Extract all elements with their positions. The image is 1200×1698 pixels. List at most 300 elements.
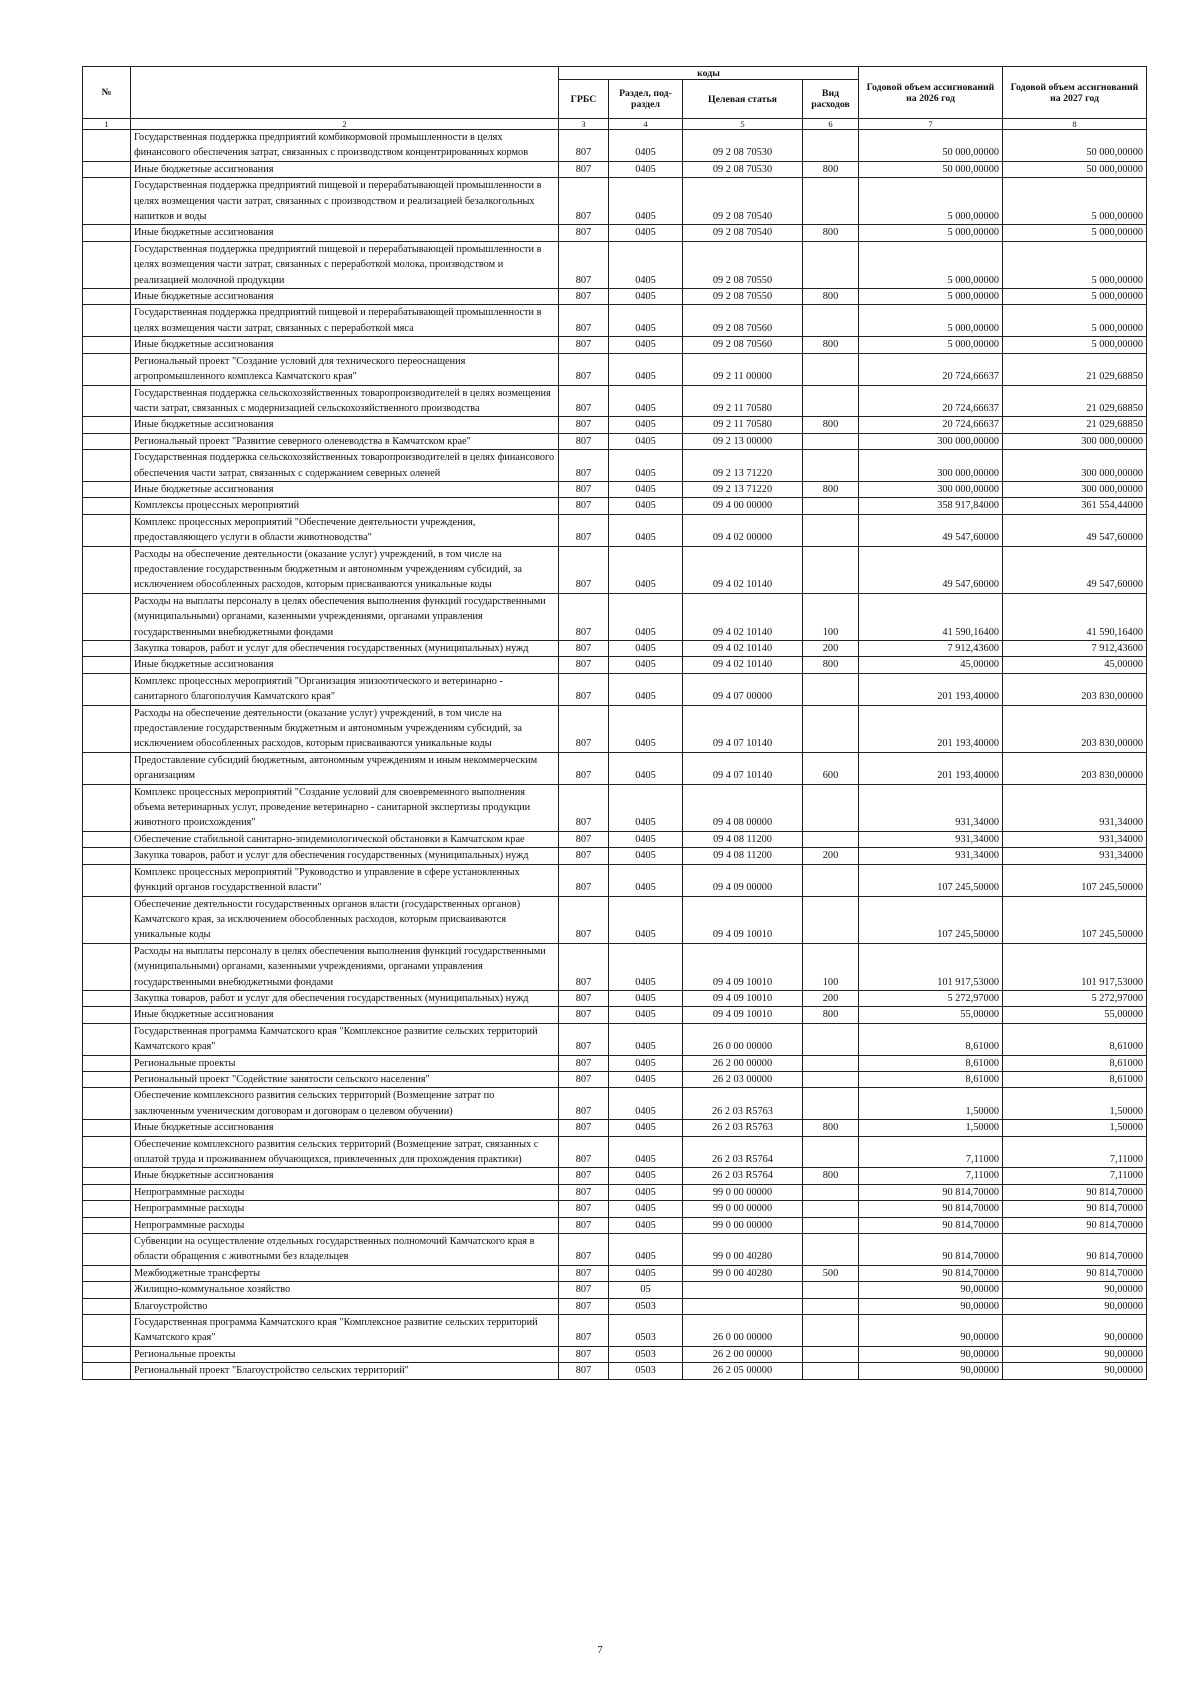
row-grbs: 807: [559, 657, 609, 673]
table-row: [83, 1282, 1147, 1298]
row-expense-type: [803, 1055, 859, 1071]
row-razdel: 0503: [609, 1346, 683, 1362]
row-name: Непрограммные расходы: [131, 1184, 559, 1200]
row-amount-2026: 300 000,00000: [859, 481, 1003, 497]
row-target-article: 26 0 00 00000: [683, 1315, 803, 1347]
row-razdel: 0405: [609, 417, 683, 433]
row-amount-2027: 107 245,50000: [1003, 864, 1147, 896]
row-razdel: 0405: [609, 241, 683, 288]
row-expense-type: 600: [803, 752, 859, 784]
row-target-article: 09 4 07 10140: [683, 705, 803, 752]
row-expense-type: 800: [803, 225, 859, 241]
row-amount-2027: 90 814,70000: [1003, 1234, 1147, 1266]
column-number: 3: [559, 119, 609, 130]
table-row: [83, 1201, 1147, 1217]
table-row: [83, 673, 1147, 705]
row-num: [83, 831, 131, 847]
row-amount-2026: 90 814,70000: [859, 1184, 1003, 1200]
row-expense-type: 200: [803, 641, 859, 657]
row-name: Непрограммные расходы: [131, 1217, 559, 1233]
row-razdel: 0405: [609, 752, 683, 784]
row-expense-type: [803, 1346, 859, 1362]
row-amount-2027: 361 554,44000: [1003, 498, 1147, 514]
row-num: [83, 705, 131, 752]
row-grbs: 807: [559, 1023, 609, 1055]
row-target-article: 09 2 08 70540: [683, 178, 803, 225]
row-target-article: 26 0 00 00000: [683, 1023, 803, 1055]
row-expense-type: [803, 1315, 859, 1347]
row-expense-type: 800: [803, 657, 859, 673]
row-amount-2026: 90,00000: [859, 1282, 1003, 1298]
row-name: Комплекс процессных мероприятий "Обеспечение деятельности учреждения, предоставляющего услуги в области животноводства": [131, 514, 559, 546]
row-grbs: 807: [559, 848, 609, 864]
row-grbs: 807: [559, 1120, 609, 1136]
row-grbs: 807: [559, 1184, 609, 1200]
row-name: Государственная программа Камчатского края "Комплексное развитие сельских территорий Камчатского края": [131, 1315, 559, 1347]
row-amount-2026: 41 590,16400: [859, 593, 1003, 640]
row-num: [83, 241, 131, 288]
table-row: [83, 943, 1147, 990]
row-target-article: 09 2 13 00000: [683, 433, 803, 449]
row-amount-2027: 1,50000: [1003, 1088, 1147, 1120]
table-row: [83, 305, 1147, 337]
row-razdel: 0405: [609, 385, 683, 417]
row-expense-type: 800: [803, 1120, 859, 1136]
row-target-article: 09 4 09 10010: [683, 1007, 803, 1023]
row-razdel: 0405: [609, 498, 683, 514]
header-2027: Годовой объем ассигнований на 2027 год: [1003, 67, 1147, 119]
row-target-article: 26 2 03 R5763: [683, 1088, 803, 1120]
page-number: 7: [597, 1644, 603, 1656]
row-num: [83, 1184, 131, 1200]
row-target-article: 09 4 02 10140: [683, 657, 803, 673]
row-razdel: 0405: [609, 705, 683, 752]
row-name: Государственная поддержка предприятий комбикормовой промышленности в целях финансового обеспечения затрат, связанных с производством концентрированных кормов: [131, 130, 559, 162]
row-amount-2027: 5 000,00000: [1003, 225, 1147, 241]
table-body: [83, 130, 1147, 1380]
row-target-article: [683, 1282, 803, 1298]
row-expense-type: 800: [803, 1168, 859, 1184]
row-amount-2027: 5 000,00000: [1003, 305, 1147, 337]
row-razdel: 0405: [609, 848, 683, 864]
row-amount-2027: 41 590,16400: [1003, 593, 1147, 640]
row-amount-2026: 7 912,43600: [859, 641, 1003, 657]
row-razdel: 0405: [609, 864, 683, 896]
row-amount-2027: 101 917,53000: [1003, 943, 1147, 990]
table-row: [83, 1184, 1147, 1200]
row-razdel: 0405: [609, 943, 683, 990]
row-expense-type: [803, 1023, 859, 1055]
row-num: [83, 673, 131, 705]
row-num: [83, 752, 131, 784]
table-row: [83, 385, 1147, 417]
row-amount-2027: 1,50000: [1003, 1120, 1147, 1136]
row-amount-2026: 5 272,97000: [859, 990, 1003, 1006]
row-razdel: 0503: [609, 1315, 683, 1347]
row-razdel: 0405: [609, 1088, 683, 1120]
row-amount-2026: 300 000,00000: [859, 450, 1003, 482]
row-name: Обеспечение деятельности государственных органов власти (государственных органов) Камчатского края, за исключением обособленных расходов, которым присваиваются уникальные коды: [131, 896, 559, 943]
row-grbs: 807: [559, 1315, 609, 1347]
row-expense-type: [803, 305, 859, 337]
row-razdel: 0405: [609, 1023, 683, 1055]
row-target-article: 09 4 08 11200: [683, 831, 803, 847]
row-razdel: 0405: [609, 1120, 683, 1136]
row-name: Региональный проект "Благоустройство сельских территорий": [131, 1363, 559, 1379]
row-amount-2027: 7,11000: [1003, 1168, 1147, 1184]
row-num: [83, 450, 131, 482]
row-name: Предоставление субсидий бюджетным, автономным учреждениям и иным некоммерческим организациям: [131, 752, 559, 784]
row-target-article: 26 2 03 R5763: [683, 1120, 803, 1136]
row-target-article: 09 4 08 11200: [683, 848, 803, 864]
row-amount-2026: 50 000,00000: [859, 161, 1003, 177]
row-amount-2027: 107 245,50000: [1003, 896, 1147, 943]
row-grbs: 807: [559, 305, 609, 337]
row-amount-2026: 1,50000: [859, 1088, 1003, 1120]
table-row: [83, 130, 1147, 162]
row-amount-2026: 931,34000: [859, 784, 1003, 831]
row-razdel: 0405: [609, 641, 683, 657]
row-razdel: 0405: [609, 514, 683, 546]
row-name: Государственная поддержка предприятий пищевой и перерабатывающей промышленности в целях возмещения части затрат, связанных с переработкой молока, производством и реализацией молочной продукции: [131, 241, 559, 288]
row-grbs: 807: [559, 1298, 609, 1314]
row-razdel: 0405: [609, 673, 683, 705]
row-amount-2026: 90,00000: [859, 1298, 1003, 1314]
row-target-article: 09 4 02 10140: [683, 641, 803, 657]
row-razdel: 0405: [609, 305, 683, 337]
row-grbs: 807: [559, 481, 609, 497]
row-razdel: 0405: [609, 657, 683, 673]
column-number: 5: [683, 119, 803, 130]
row-grbs: 807: [559, 337, 609, 353]
row-amount-2026: 358 917,84000: [859, 498, 1003, 514]
row-expense-type: [803, 1363, 859, 1379]
row-expense-type: 800: [803, 337, 859, 353]
row-name: Обеспечение стабильной санитарно-эпидемиологической обстановки в Камчатском крае: [131, 831, 559, 847]
row-amount-2027: 90 814,70000: [1003, 1184, 1147, 1200]
row-amount-2026: 5 000,00000: [859, 225, 1003, 241]
table-row: [83, 433, 1147, 449]
row-expense-type: 800: [803, 481, 859, 497]
row-num: [83, 848, 131, 864]
row-target-article: 09 2 08 70560: [683, 337, 803, 353]
row-num: [83, 1217, 131, 1233]
row-name: Расходы на выплаты персоналу в целях обеспечения выполнения функций государственными (муниципальными) органами, казенными учреждениями, органами управления государственными внебюджетными фондами: [131, 593, 559, 640]
row-target-article: 09 4 02 10140: [683, 593, 803, 640]
row-amount-2027: 50 000,00000: [1003, 161, 1147, 177]
row-grbs: 807: [559, 1282, 609, 1298]
row-amount-2026: 49 547,60000: [859, 546, 1003, 593]
row-amount-2026: 90 814,70000: [859, 1217, 1003, 1233]
row-name: Иные бюджетные ассигнования: [131, 417, 559, 433]
row-name: Иные бюджетные ассигнования: [131, 1168, 559, 1184]
row-name: Закупка товаров, работ и услуг для обеспечения государственных (муниципальных) нужд: [131, 990, 559, 1006]
column-number: 4: [609, 119, 683, 130]
row-grbs: 807: [559, 1055, 609, 1071]
row-razdel: 0405: [609, 831, 683, 847]
row-amount-2026: 931,34000: [859, 848, 1003, 864]
table-row: [83, 1136, 1147, 1168]
table-row: [83, 498, 1147, 514]
row-name: Благоустройство: [131, 1298, 559, 1314]
table-row: [83, 593, 1147, 640]
row-num: [83, 1201, 131, 1217]
row-grbs: 807: [559, 705, 609, 752]
row-num: [83, 433, 131, 449]
row-razdel: 0405: [609, 289, 683, 305]
row-amount-2027: 300 000,00000: [1003, 433, 1147, 449]
row-expense-type: 100: [803, 593, 859, 640]
row-grbs: 807: [559, 353, 609, 385]
row-expense-type: 200: [803, 990, 859, 1006]
table-row: [83, 161, 1147, 177]
table-row: [83, 241, 1147, 288]
row-razdel: 0405: [609, 1136, 683, 1168]
row-num: [83, 1055, 131, 1071]
row-amount-2026: 50 000,00000: [859, 130, 1003, 162]
row-grbs: 807: [559, 225, 609, 241]
row-target-article: 09 2 08 70550: [683, 289, 803, 305]
row-target-article: 09 2 13 71220: [683, 481, 803, 497]
row-amount-2026: 8,61000: [859, 1071, 1003, 1087]
row-amount-2027: 21 029,68850: [1003, 417, 1147, 433]
row-razdel: 0405: [609, 1055, 683, 1071]
row-grbs: 807: [559, 417, 609, 433]
budget-sheet: [82, 66, 1146, 1380]
row-grbs: 807: [559, 433, 609, 449]
row-name: Иные бюджетные ассигнования: [131, 337, 559, 353]
row-num: [83, 1315, 131, 1347]
table-row: [83, 1120, 1147, 1136]
row-target-article: 09 4 02 00000: [683, 514, 803, 546]
row-expense-type: [803, 1184, 859, 1200]
table-row: [83, 450, 1147, 482]
row-amount-2027: 50 000,00000: [1003, 130, 1147, 162]
row-num: [83, 353, 131, 385]
row-amount-2027: 90 814,70000: [1003, 1201, 1147, 1217]
row-amount-2027: 5 000,00000: [1003, 337, 1147, 353]
row-target-article: 09 2 11 00000: [683, 353, 803, 385]
row-razdel: 0405: [609, 433, 683, 449]
row-grbs: 807: [559, 896, 609, 943]
table-row: [83, 178, 1147, 225]
row-grbs: 807: [559, 943, 609, 990]
row-name: Расходы на обеспечение деятельности (оказание услуг) учреждений, в том числе на предоставление государственным бюджетным и автономным учреждениям субсидий, за исключением обособленных расходов, которым присваиваются уникальные коды: [131, 705, 559, 752]
row-grbs: 807: [559, 178, 609, 225]
row-razdel: 0405: [609, 1007, 683, 1023]
row-amount-2027: 8,61000: [1003, 1023, 1147, 1055]
row-amount-2026: 7,11000: [859, 1136, 1003, 1168]
row-name: Обеспечение комплексного развития сельских территорий (Возмещение затрат по заключенным ученическим договорам и договорам о целевом обучении): [131, 1088, 559, 1120]
budget-table: [82, 66, 1147, 1380]
row-grbs: 807: [559, 784, 609, 831]
row-grbs: 807: [559, 546, 609, 593]
row-name: Иные бюджетные ассигнования: [131, 1120, 559, 1136]
table-row: [83, 705, 1147, 752]
table-row: [83, 1363, 1147, 1379]
table-row: [83, 546, 1147, 593]
table-row: [83, 514, 1147, 546]
row-target-article: 09 4 02 10140: [683, 546, 803, 593]
table-row: [83, 289, 1147, 305]
row-target-article: [683, 1298, 803, 1314]
row-name: Государственная поддержка сельскохозяйственных товаропроизводителей в целях возмещения части затрат, связанных с модернизацией сельскохозяйственного производства: [131, 385, 559, 417]
row-expense-type: 200: [803, 848, 859, 864]
row-name: Иные бюджетные ассигнования: [131, 161, 559, 177]
row-expense-type: [803, 1217, 859, 1233]
row-name: Комплекс процессных мероприятий "Организация эпизоотического и ветеринарно - санитарного благополучия Камчатского края": [131, 673, 559, 705]
row-razdel: 0405: [609, 450, 683, 482]
row-amount-2027: 90,00000: [1003, 1282, 1147, 1298]
row-grbs: 807: [559, 641, 609, 657]
header-codes: коды: [559, 67, 859, 80]
row-name: Государственная поддержка предприятий пищевой и перерабатывающей промышленности в целях возмещения части затрат, связанных с переработкой мяса: [131, 305, 559, 337]
row-amount-2027: 90,00000: [1003, 1315, 1147, 1347]
row-grbs: 807: [559, 241, 609, 288]
row-target-article: 09 2 08 70530: [683, 130, 803, 162]
row-amount-2026: 5 000,00000: [859, 337, 1003, 353]
row-num: [83, 641, 131, 657]
row-target-article: 26 2 00 00000: [683, 1346, 803, 1362]
row-amount-2027: 5 000,00000: [1003, 289, 1147, 305]
row-num: [83, 1298, 131, 1314]
row-grbs: 807: [559, 130, 609, 162]
row-target-article: 99 0 00 00000: [683, 1217, 803, 1233]
row-name: Региональные проекты: [131, 1346, 559, 1362]
row-razdel: 0405: [609, 337, 683, 353]
row-expense-type: 800: [803, 161, 859, 177]
row-grbs: 807: [559, 864, 609, 896]
row-target-article: 09 4 09 10010: [683, 990, 803, 1006]
row-amount-2027: 203 830,00000: [1003, 673, 1147, 705]
row-num: [83, 943, 131, 990]
row-target-article: 99 0 00 40280: [683, 1265, 803, 1281]
row-num: [83, 1088, 131, 1120]
row-name: Иные бюджетные ассигнования: [131, 657, 559, 673]
row-amount-2027: 45,00000: [1003, 657, 1147, 673]
row-grbs: 807: [559, 1007, 609, 1023]
row-expense-type: [803, 178, 859, 225]
row-name: Межбюджетные трансферты: [131, 1265, 559, 1281]
row-target-article: 26 2 00 00000: [683, 1055, 803, 1071]
column-number: 1: [83, 119, 131, 130]
row-grbs: 807: [559, 161, 609, 177]
row-name: Расходы на выплаты персоналу в целях обеспечения выполнения функций государственными (муниципальными) органами, казенными учреждениями, органами управления государственными внебюджетными фондами: [131, 943, 559, 990]
row-target-article: 09 2 08 70550: [683, 241, 803, 288]
header-csr: Целевая статья: [683, 80, 803, 119]
row-grbs: 807: [559, 1234, 609, 1266]
row-amount-2026: 90,00000: [859, 1315, 1003, 1347]
row-expense-type: [803, 705, 859, 752]
row-amount-2026: 90 814,70000: [859, 1234, 1003, 1266]
row-num: [83, 1282, 131, 1298]
row-amount-2026: 8,61000: [859, 1055, 1003, 1071]
row-target-article: 09 2 11 70580: [683, 385, 803, 417]
row-name: Иные бюджетные ассигнования: [131, 289, 559, 305]
header-grbs: ГРБС: [559, 80, 609, 119]
row-grbs: 807: [559, 593, 609, 640]
row-num: [83, 1265, 131, 1281]
header-num: №: [83, 67, 131, 119]
row-name: Обеспечение комплексного развития сельских территорий (Возмещение затрат, связанных с оплатой труда и проживанием обучающихся, привлеченных для прохождения практики): [131, 1136, 559, 1168]
row-expense-type: 800: [803, 417, 859, 433]
row-amount-2026: 90 814,70000: [859, 1265, 1003, 1281]
row-amount-2026: 90,00000: [859, 1363, 1003, 1379]
row-num: [83, 1363, 131, 1379]
row-amount-2026: 20 724,66637: [859, 417, 1003, 433]
row-name: Иные бюджетные ассигнования: [131, 481, 559, 497]
row-num: [83, 417, 131, 433]
row-target-article: 26 2 03 00000: [683, 1071, 803, 1087]
row-num: [83, 1346, 131, 1362]
column-number: 6: [803, 119, 859, 130]
row-grbs: 807: [559, 1346, 609, 1362]
row-amount-2026: 8,61000: [859, 1023, 1003, 1055]
row-grbs: 807: [559, 450, 609, 482]
row-amount-2026: 201 193,40000: [859, 673, 1003, 705]
row-expense-type: [803, 1088, 859, 1120]
row-amount-2027: 7 912,43600: [1003, 641, 1147, 657]
table-row: [83, 1217, 1147, 1233]
row-grbs: 807: [559, 385, 609, 417]
table-row: [83, 1265, 1147, 1281]
table-row: [83, 752, 1147, 784]
row-razdel: 0405: [609, 225, 683, 241]
row-amount-2027: 90,00000: [1003, 1298, 1147, 1314]
row-amount-2026: 5 000,00000: [859, 289, 1003, 305]
header-2026: Годовой объем ассигнований на 2026 год: [859, 67, 1003, 119]
row-amount-2027: 5 000,00000: [1003, 178, 1147, 225]
row-expense-type: [803, 1071, 859, 1087]
row-expense-type: [803, 546, 859, 593]
row-target-article: 09 2 08 70540: [683, 225, 803, 241]
row-target-article: 09 2 13 71220: [683, 450, 803, 482]
table-row: [83, 1055, 1147, 1071]
row-num: [83, 657, 131, 673]
row-target-article: 09 2 11 70580: [683, 417, 803, 433]
row-expense-type: [803, 864, 859, 896]
row-name: Расходы на обеспечение деятельности (оказание услуг) учреждений, в том числе на предоставление государственным бюджетным и автономным учреждениям субсидий, за исключением обособленных расходов, которым присваиваются уникальные коды: [131, 546, 559, 593]
row-target-article: 26 2 03 R5764: [683, 1168, 803, 1184]
row-razdel: 0405: [609, 593, 683, 640]
row-target-article: 26 2 05 00000: [683, 1363, 803, 1379]
row-amount-2027: 7,11000: [1003, 1136, 1147, 1168]
row-num: [83, 178, 131, 225]
row-razdel: 0405: [609, 1071, 683, 1087]
row-amount-2026: 90 814,70000: [859, 1201, 1003, 1217]
row-razdel: 0405: [609, 353, 683, 385]
row-name: Закупка товаров, работ и услуг для обеспечения государственных (муниципальных) нужд: [131, 848, 559, 864]
row-name: Непрограммные расходы: [131, 1201, 559, 1217]
row-razdel: 0405: [609, 178, 683, 225]
row-amount-2026: 107 245,50000: [859, 896, 1003, 943]
row-num: [83, 1234, 131, 1266]
table-row: [83, 481, 1147, 497]
row-amount-2027: 203 830,00000: [1003, 705, 1147, 752]
row-name: Региональный проект "Создание условий для технического переоснащения агропромышленного комплекса Камчатского края": [131, 353, 559, 385]
header-vid: Вид расходов: [803, 80, 859, 119]
row-num: [83, 514, 131, 546]
row-num: [83, 1136, 131, 1168]
row-num: [83, 161, 131, 177]
column-number: 8: [1003, 119, 1147, 130]
row-expense-type: [803, 831, 859, 847]
row-razdel: 0405: [609, 990, 683, 1006]
row-grbs: 807: [559, 1217, 609, 1233]
row-expense-type: [803, 241, 859, 288]
table-row: [83, 1298, 1147, 1314]
row-expense-type: [803, 130, 859, 162]
